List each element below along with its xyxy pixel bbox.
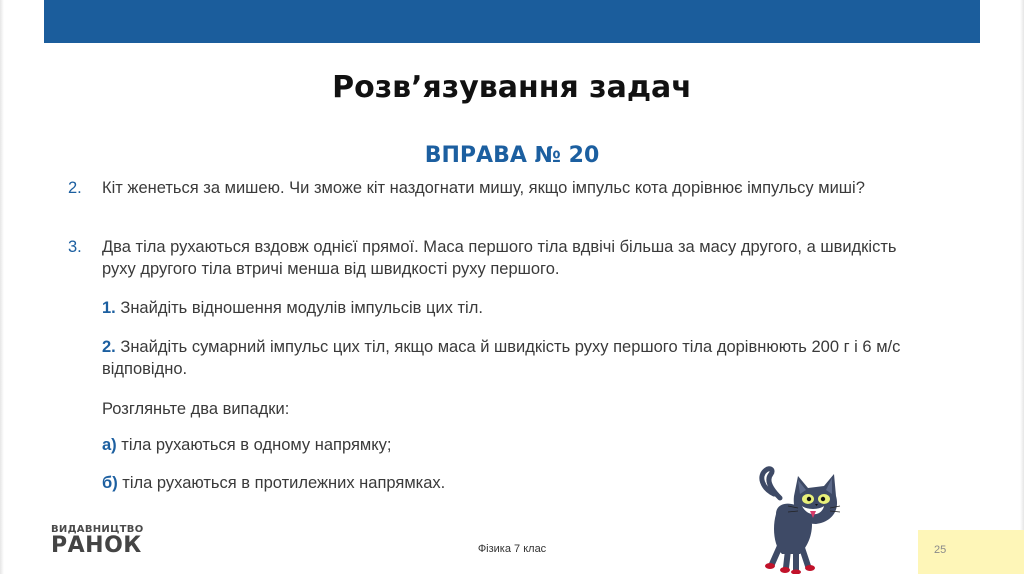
slide-title: Розв’язування задач <box>332 70 692 105</box>
subtask-cases-intro <box>102 398 902 420</box>
subtask-text: Знайдіть сумарний імпульс цих тіл, якщо маса й швидкість руху першого тіла дорівнюють 200 г і 6 м/с відповідно. <box>102 338 901 378</box>
subtask-marker: а) <box>102 436 117 454</box>
subtask-1 <box>102 297 902 319</box>
subtask-text: Розгляньте два випадки: <box>102 400 290 418</box>
subtask-2 <box>102 336 902 380</box>
publisher-logo-name: РАНОК <box>51 533 142 558</box>
header-band <box>44 0 980 43</box>
course-label: Фізика 7 клас <box>477 543 547 555</box>
task-number: 2. <box>68 179 82 197</box>
subtask-text: тіла рухаються в одному напрямку; <box>116 436 392 454</box>
task-text: Два тіла рухаються вздовж однієї прямої. Маса першого тіла вдвічі більша за масу другого, а швидкість руху другого тіла втричі менша від швидкості руху першого. <box>102 238 897 278</box>
page-number: 25 <box>934 544 947 556</box>
task-text: Кіт женеться за мишею. Чи зможе кіт наздогнати мишу, якщо імпульс кота дорівнює імпульсу миші? <box>102 179 865 197</box>
subtask-text: тіла рухаються в протилежних напрямках. <box>117 474 446 492</box>
task-number: 3. <box>68 238 82 256</box>
subtask-text: Знайдіть відношення модулів імпульсів цих тіл. <box>115 299 483 317</box>
cat-illustration <box>752 466 852 574</box>
exercise-heading: ВПРАВА № 20 <box>424 143 600 168</box>
publisher-logo-caption: ВИДАВНИЦТВО <box>51 524 144 535</box>
subtask-marker: 1. <box>102 299 116 317</box>
subtask-case-a <box>102 434 902 456</box>
subtask-marker: б) <box>102 474 118 492</box>
subtask-marker: 2. <box>102 338 116 356</box>
